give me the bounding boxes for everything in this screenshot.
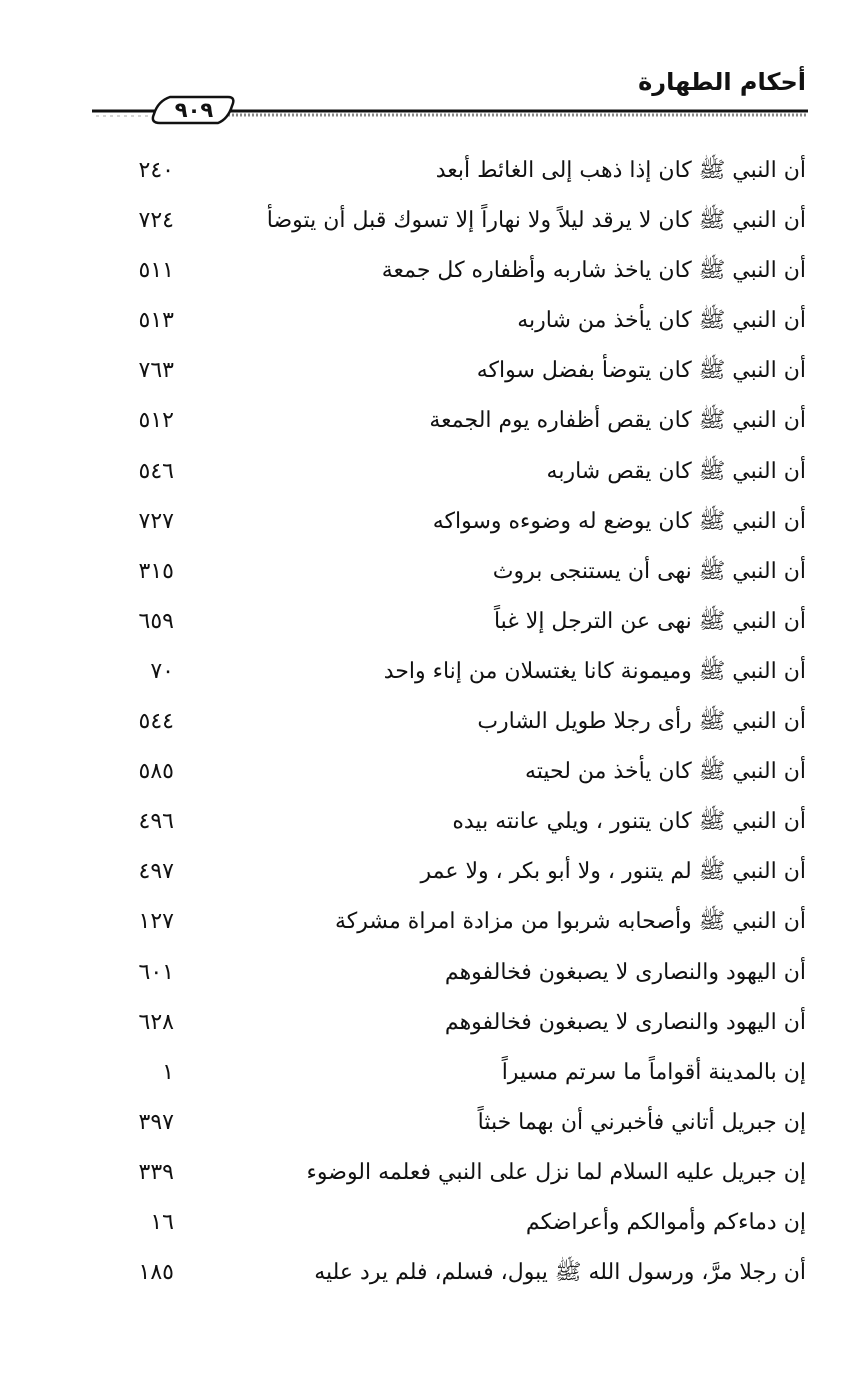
page-reference: ١٦: [150, 1209, 174, 1235]
index-entry: [0, 551, 868, 601]
index-entry: [0, 250, 868, 300]
page-reference: ٦٠١: [138, 959, 174, 985]
hadith-text: أن النبي ﷺ كان يتوضأ بفضل سواكه: [476, 358, 806, 384]
hadith-text: أن رجلا مرَّ، ورسول الله ﷺ يبول، فسلم، فلم يرد عليه: [314, 1260, 806, 1286]
hadith-text: أن النبي ﷺ لم يتنور ، ولا أبو بكر ، ولا عمر: [420, 859, 806, 885]
index-entry: [0, 1252, 868, 1302]
index-list: [0, 150, 868, 1302]
hadith-text: أن النبي ﷺ كان يتنور ، ويلي عانته بيده: [452, 809, 806, 835]
index-entry: [0, 1052, 868, 1102]
index-entry: [0, 501, 868, 551]
hadith-text: إن بالمدينة أقواماً ما سرتم مسيراً: [501, 1059, 806, 1085]
index-entry: [0, 300, 868, 350]
hadith-text: أن النبي ﷺ كان إذا ذهب إلى الغائط أبعد: [435, 158, 806, 183]
page-reference: ٥٤٦: [138, 458, 174, 484]
header-rule: [0, 92, 868, 132]
page-reference: ٢٤٠: [138, 158, 174, 183]
hadith-text: أن النبي ﷺ كان يأخذ من شاربه: [517, 308, 806, 334]
page-reference: ١٨٥: [138, 1260, 174, 1286]
running-title: أحكام الطهارة: [638, 68, 806, 96]
index-entry: [0, 451, 868, 501]
page-reference: ٧٢٤: [138, 208, 174, 234]
page-reference: ٥١١: [138, 258, 174, 284]
hadith-text: أن النبي ﷺ كان يقص شاربه: [546, 458, 806, 484]
page-reference: ٦٥٩: [138, 608, 174, 634]
hadith-text: أن اليهود والنصارى لا يصبغون فخالفوهم: [444, 959, 806, 985]
index-entry: [0, 801, 868, 851]
page-reference: ٧٦٣: [138, 358, 174, 384]
index-entry: [0, 400, 868, 450]
index-entry: [0, 1152, 868, 1202]
page-reference: ٣٣٩: [138, 1159, 174, 1185]
hadith-text: أن النبي ﷺ كان ياخذ شاربه وأظفاره كل جمعة: [381, 258, 806, 284]
page-reference: ٥١٣: [138, 308, 174, 334]
index-entry: [0, 952, 868, 1002]
page-number: ٩٠٩: [174, 98, 214, 122]
hadith-text: أن النبي ﷺ وأصحابه شربوا من مزادة امراة مشركة: [334, 909, 806, 935]
hadith-text: أن النبي ﷺ كان يوضع له وضوءه وسواكه: [432, 508, 806, 534]
index-entry: [0, 350, 868, 400]
hadith-text: أن النبي ﷺ وميمونة كانا يغتسلان من إناء واحد: [383, 658, 806, 684]
page-reference: ٥١٢: [138, 408, 174, 434]
page-reference: ٧٠: [150, 658, 174, 684]
index-entry: [0, 751, 868, 801]
page-reference: ٣١٥: [138, 558, 174, 584]
page-reference: ٤٩٧: [138, 859, 174, 885]
hadith-text: أن النبي ﷺ كان يأخذ من لحيته: [524, 759, 806, 785]
page-reference: ٦٢٨: [138, 1009, 174, 1035]
page-reference: ٣٩٧: [138, 1109, 174, 1135]
index-entry: [0, 601, 868, 651]
hadith-text: إن جبريل عليه السلام لما نزل على النبي فعلمه الوضوء: [306, 1159, 806, 1185]
page-reference: ١٢٧: [138, 909, 174, 935]
hadith-text: أن النبي ﷺ نهى عن الترجل إلا غباً: [493, 608, 806, 634]
hadith-text: أن النبي ﷺ كان يقص أظفاره يوم الجمعة: [429, 408, 806, 434]
hadith-text: أن النبي ﷺ رأى رجلا طويل الشارب: [477, 709, 806, 735]
page-reference: ٥٤٤: [138, 709, 174, 735]
hadith-text: أن النبي ﷺ كان لا يرقد ليلاً ولا نهاراً إلا تسوك قبل أن يتوضأ: [266, 208, 806, 234]
hadith-text: أن النبي ﷺ نهى أن يستنجى بروث: [492, 558, 806, 584]
hadith-text: إن جبريل أتاني فأخبرني أن بهما خبثاً: [477, 1109, 806, 1135]
index-entry: [0, 651, 868, 701]
hadith-text: إن دماءكم وأموالكم وأعراضكم: [525, 1209, 806, 1235]
index-entry: [0, 701, 868, 751]
page-reference: ١: [162, 1059, 174, 1085]
hadith-text: أن اليهود والنصارى لا يصبغون فخالفوهم: [444, 1009, 806, 1035]
page-reference: ٤٩٦: [138, 809, 174, 835]
index-entry: [0, 851, 868, 901]
index-entry: [0, 1102, 868, 1152]
page-reference: ٥٨٥: [138, 759, 174, 785]
page-reference: ٧٢٧: [138, 508, 174, 534]
index-entry: [0, 200, 868, 250]
index-entry: [0, 1202, 868, 1252]
index-entry: [0, 150, 868, 200]
index-entry: [0, 1002, 868, 1052]
index-entry: [0, 901, 868, 951]
